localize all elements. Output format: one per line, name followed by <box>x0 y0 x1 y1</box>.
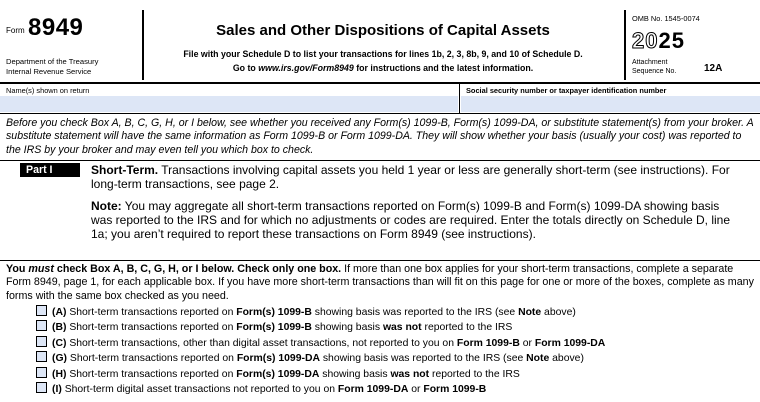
box-b-row <box>36 320 512 334</box>
box-i-checkbox[interactable] <box>36 382 47 393</box>
box-c-checkbox[interactable] <box>36 336 47 347</box>
box-bold: was not <box>390 369 430 380</box>
box-bold: Note <box>518 307 542 318</box>
sequence-number: 12A <box>704 63 723 74</box>
part-1-text: Transactions involving capital assets you held 1 year or less are generally short-term (see instructions). For long-term transactions, see page 2. <box>91 163 730 191</box>
box-bold: Form(s) 1099-B <box>236 322 312 333</box>
form-word: Form <box>6 26 25 35</box>
box-letter: (B) <box>52 322 67 333</box>
ssn-label: Social security number or taxpayer identification number <box>466 86 667 95</box>
box-text: Short-term transactions reported on <box>67 353 237 364</box>
attachment-sequence <box>632 58 676 76</box>
year-suffix: 25 <box>658 28 685 53</box>
sequence-label: Sequence No. <box>632 68 677 75</box>
box-text: showing basis was reported to the IRS (see <box>311 307 519 318</box>
department-block <box>6 57 98 77</box>
box-text: showing basis <box>319 369 391 380</box>
must-bold-rest: check Box A, B, C, G, H, or I below. Check only one box. <box>53 263 342 275</box>
header-bottom-rule <box>0 82 760 84</box>
note-label: Note: <box>91 199 122 213</box>
box-bold: Form(s) 1099-B <box>236 307 312 318</box>
fields-bottom-rule <box>0 113 760 114</box>
box-bold: Form 1099-B <box>423 384 487 395</box>
must-check-instruction <box>6 263 756 303</box>
box-text: or <box>408 384 424 395</box>
field-divider <box>459 83 460 113</box>
instruction-line-1: File with your Schedule D to list your transactions for lines 1b, 2, 3, 8b, 9, and 10 of Schedule D. <box>183 49 583 59</box>
box-text: showing basis <box>311 322 383 333</box>
department-name: Department of the Treasury <box>6 57 99 66</box>
part-1-description <box>91 163 731 191</box>
box-c-row <box>36 336 605 350</box>
year-prefix: 20 <box>632 28 659 53</box>
box-text: or <box>519 338 535 349</box>
box-bold: Form 1099-DA <box>337 384 409 395</box>
box-g-checkbox[interactable] <box>36 351 47 362</box>
attachment-label: Attachment <box>632 59 668 66</box>
box-h-row <box>36 367 520 381</box>
service-name: Internal Revenue Service <box>6 67 92 76</box>
box-a-checkbox[interactable] <box>36 305 47 316</box>
instruction-post: for instructions and the latest information. <box>353 63 534 73</box>
box-h-checkbox[interactable] <box>36 367 47 378</box>
box-text: Short-term transactions, other than digital asset transactions, not reported to you on <box>66 338 457 349</box>
ssn-field[interactable] <box>461 96 760 112</box>
box-text: Short-term transactions reported on <box>66 369 237 380</box>
box-text: above) <box>541 307 576 318</box>
form-number: 8949 <box>28 14 84 41</box>
box-letter: (G) <box>52 353 68 364</box>
box-i-row <box>36 382 486 396</box>
box-letter: (C) <box>52 338 67 349</box>
header-divider-right <box>624 10 626 80</box>
part1-bottom-rule <box>0 260 760 261</box>
instruction-url[interactable]: www.irs.gov/Form8949 <box>258 63 354 73</box>
box-bold: Form 1099-DA <box>534 338 606 349</box>
box-text: reported to the IRS <box>421 322 513 333</box>
part-1-note <box>91 199 731 241</box>
note-text: You may aggregate all short-term transactions reported on Form(s) 1099-B and Form(s) 1099-DA showing basis was reported to the IRS and for which no adjustments or codes are required. Enter the totals directly on Schedule D, line 1a; you aren’t required to report these transactions on Form 8949 (see instructions). <box>91 199 731 241</box>
box-g-row <box>36 351 584 365</box>
box-letter: (A) <box>52 307 67 318</box>
form-title: Sales and Other Dispositions of Capital Assets <box>216 22 550 39</box>
part-1-heading: Short-Term. <box>91 163 159 177</box>
tax-year <box>632 28 736 54</box>
name-field[interactable] <box>0 96 458 112</box>
instruction-pre: Go to <box>232 63 259 73</box>
box-bold: Form 1099-B <box>456 338 520 349</box>
omb-number: OMB No. 1545-0074 <box>632 14 700 23</box>
box-b-checkbox[interactable] <box>36 320 47 331</box>
header-divider-left <box>142 10 144 80</box>
must-rest: If more than one box applies for your short-term transactions, complete a separate Form 8949, page 1, for each applicable box. If you have more short-term transactions than will fit on this page for one or more of the boxes, complete as many forms with the same box checked as you need. <box>6 263 754 302</box>
box-text: reported to the IRS <box>429 369 520 380</box>
box-text: above) <box>549 353 584 364</box>
part-1-badge: Part I <box>20 163 80 177</box>
must-you: You <box>6 263 29 275</box>
box-text: Short-term transactions reported on <box>66 322 237 333</box>
box-bold: Form(s) 1099-DA <box>236 353 320 364</box>
must-word: must <box>28 263 54 275</box>
instruction-line-2 <box>150 63 616 73</box>
box-bold: Form(s) 1099-DA <box>236 369 320 380</box>
box-letter: (H) <box>52 369 67 380</box>
part1-top-rule <box>0 160 760 161</box>
box-text: showing basis was reported to the IRS (see <box>319 353 527 364</box>
box-a-row <box>36 305 576 319</box>
box-bold: Note <box>526 353 550 364</box>
name-label: Name(s) shown on return <box>6 86 90 95</box>
before-you-check-text: Before you check Box A, B, C, G, H, or I below, see whether you received any Form(s) 1099-B, Form(s) 1099-DA, or substitute statement(s) from your broker. A substitute statement will have the same information as Form 1099-B or Form 1099-DA. They will show whether your basis (usually your cost) was reported to the IRS by your broker and may even tell you which box to check. <box>6 117 754 156</box>
box-text: Short-term transactions reported on <box>66 307 237 318</box>
box-bold: was not <box>382 322 422 333</box>
box-text: Short-term digital asset transactions not reported to you on <box>61 384 338 395</box>
box-letter: (I) <box>52 384 62 395</box>
